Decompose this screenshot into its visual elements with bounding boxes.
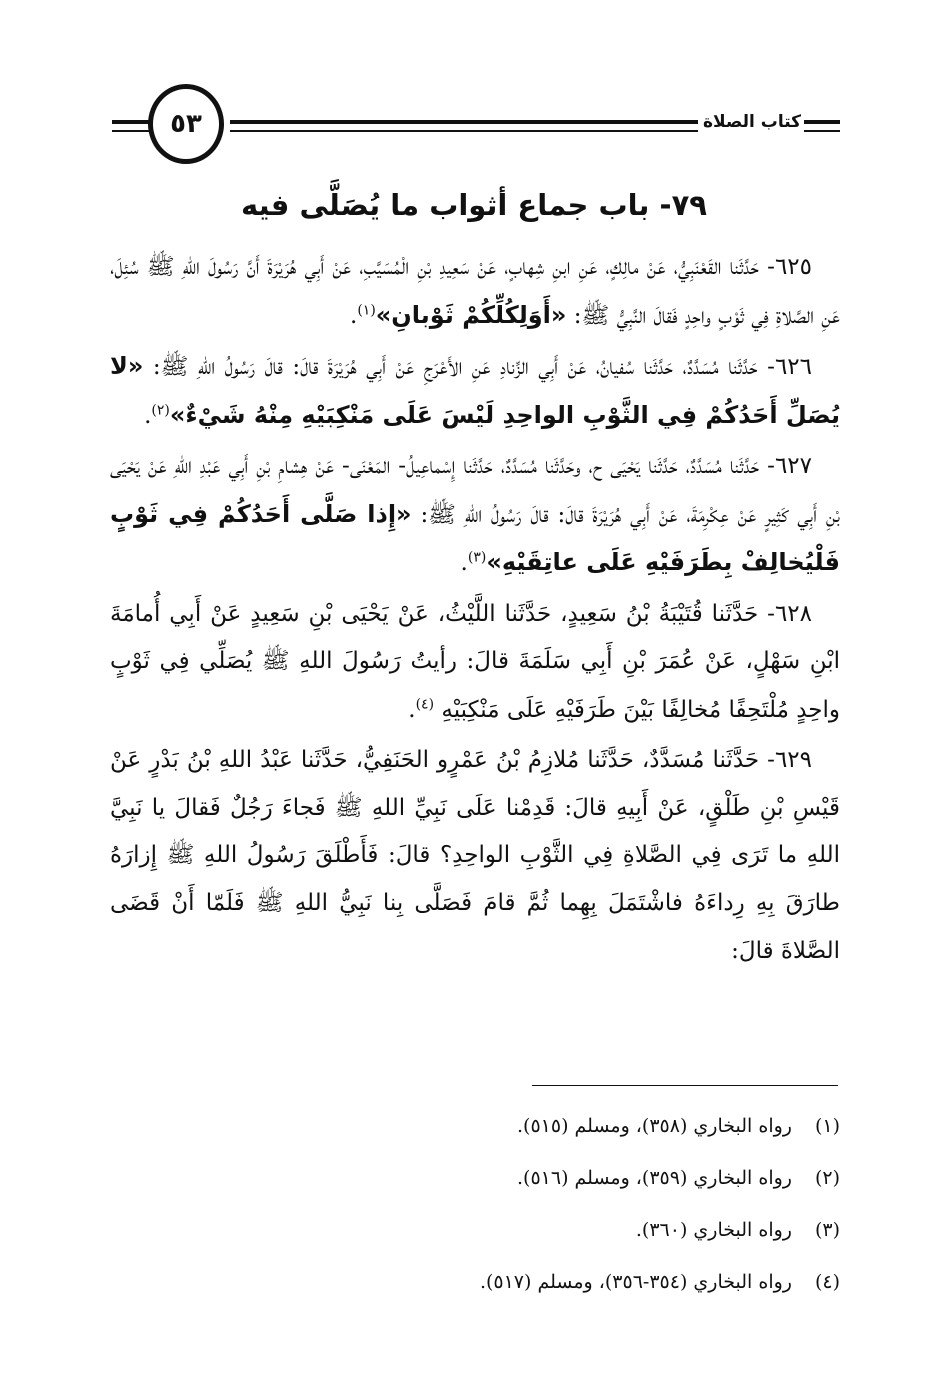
header-rule bbox=[112, 120, 150, 124]
hadith-chain: حَدَّثَنا القَعْنَبِيُّ، عَنْ مالِكٍ، عَنِ ابنِ شِهابٍ، عَنْ سَعِيدِ بْنِ الْمُسَيَّبِ، عَنْ أَبِي هُرَيْرَةَ أَنَّ رَسُولَ اللهِ ﷺ سُئِلَ، عَنِ الصَّلاةِ فِي ثَوْبٍ واحِدٍ فَقالَ النَّبِيُّ ﷺ: bbox=[110, 254, 840, 329]
hadith-chain: حَدَّثَنا مُسَدَّدٌ، حَدَّثَنا يَحْيَى ح، وحَدَّثَنا مُسَدَّدٌ، حَدَّثَنا إِسْماعِيلُ- المَعْنَى- عَنْ هِشامِ بْنِ أَبِي عَبْدِ اللهِ عَنْ يَحْيَى بْنِ أَبِي كَثِيرٍ عَنْ عِكْرِمَةَ، عَنْ أَبِي هُرَيْرَةَ قالَ: قالَ رَسُولُ اللهِ ﷺ: bbox=[110, 453, 840, 528]
hadith-paragraph bbox=[110, 443, 840, 588]
running-title: كتاب الصلاة bbox=[702, 112, 802, 132]
hadith-chain: حَدَّثَنا مُسَدَّدٌ، حَدَّثَنا سُفيانُ، عَنْ أَبِي الزِّنادِ عَنِ الأَعْرَجِ عَنْ أَبِي هُرَيْرَةَ قالَ: قالَ رَسُولُ اللهِ ﷺ: bbox=[152, 354, 758, 380]
hadith-number: ٦٢٧- bbox=[767, 453, 812, 479]
footnote bbox=[110, 1204, 840, 1256]
hadith-end: . bbox=[350, 302, 358, 329]
footnote bbox=[110, 1100, 840, 1152]
hadith-chain: حَدَّثَنا مُسَدَّدٌ، حَدَّثَنا مُلازِمُ بْنُ عَمْرٍو الحَنَفِيُّ، حَدَّثَنا عَبْدُ اللهِ بْنُ بَدْرٍ عَنْ قَيْسِ بْنِ طَلْقٍ، عَنْ أَبِيهِ قالَ: قَدِمْنا عَلَى نَبِيِّ اللهِ ﷺ فَجاءَ رَجُلٌ فَقالَ يا نَبِيَّ اللهِ ما تَرَى فِي الصَّلاةِ فِي الثَّوْبِ الواحِدِ؟ قالَ: فَأَطْلَقَ رَسُولُ اللهِ ﷺ إِزارَهُ طارَقَ بِهِ رِداءَهُ فاشْتَمَلَ بِهِما ثُمَّ قامَ فَصَلَّى بِنا نَبِيُّ اللهِ ﷺ فَلَمّا أَنْ قَضَى الصَّلاةَ قالَ: bbox=[110, 747, 840, 964]
hadith-number: ٦٢٨- bbox=[767, 600, 813, 627]
hadith-number: ٦٢٦- bbox=[767, 354, 813, 380]
chapter-heading: ٧٩- باب جماع أثواب ما يُصَلَّى فيه bbox=[241, 188, 707, 222]
hadith-end: . bbox=[144, 402, 152, 429]
footnote bbox=[110, 1152, 840, 1204]
page-number-badge bbox=[148, 84, 224, 164]
footnote-number: (٤) bbox=[814, 1271, 840, 1293]
hadith-number: ٦٢٩- bbox=[767, 747, 812, 773]
hadith-quote: «أَوَلِكُلِّكُمْ ثَوْبانِ» bbox=[375, 300, 567, 329]
hadith-chain: حَدَّثَنا قُتَيْبَةُ بْنُ سَعِيدٍ، حَدَّثَنا اللَّيْثُ، عَنْ يَحْيَى بْنِ سَعِيدٍ عَنْ أَبِي أُمامَةَ ابْنِ سَهْلٍ، عَنْ عُمَرَ بْنِ أَبِي سَلَمَةَ قالَ: رأيتُ رَسُولَ اللهِ ﷺ يُصَلِّي فِي ثَوْبٍ واحِدٍ مُلْتَحِفًا مُخالِفًا بَيْنَ طَرَفَيْهِ عَلَى مَنْكِبَيْهِ bbox=[110, 600, 840, 723]
hadith-paragraph bbox=[110, 343, 840, 440]
header-rule bbox=[230, 120, 698, 124]
hadith-number: ٦٢٥- bbox=[767, 254, 812, 280]
footnote bbox=[110, 1256, 840, 1308]
hadith-quote: «إِذا صَلَّى أَحَدُكُمْ فِي ثَوْبٍ فَلْيُخالِفْ بِطَرَفَيْهِ عَلَى عاتِقَيْهِ» bbox=[110, 499, 840, 576]
footnote-number: (٢) bbox=[814, 1167, 840, 1189]
footnote-ref: (٢) bbox=[151, 401, 170, 418]
header-rule bbox=[804, 130, 840, 132]
hadith-paragraph bbox=[110, 591, 840, 735]
header-rule bbox=[230, 130, 698, 132]
footnote-number: (١) bbox=[814, 1115, 840, 1137]
hadith-body bbox=[110, 244, 840, 979]
footnote-number: (٣) bbox=[814, 1219, 840, 1241]
running-header bbox=[112, 82, 840, 172]
hadith-end: . bbox=[408, 696, 416, 723]
page-number: ٥٣ bbox=[170, 109, 202, 139]
hadith-quote: «لا يُصَلِّ أَحَدُكُمْ فِي الثَّوْبِ الواحِدِ لَيْسَ عَلَى مَنْكِبَيْهِ مِنْهُ شَيْءٌ» bbox=[110, 352, 840, 429]
hadith-paragraph bbox=[110, 244, 840, 340]
footnote-text: رواه البخاري (٣٦٠). bbox=[635, 1219, 792, 1241]
header-rule bbox=[112, 130, 150, 132]
footnote-ref: (١) bbox=[357, 301, 376, 318]
footnote-text: رواه البخاري (٣٥٤-٣٥٦)، ومسلم (٥١٧). bbox=[479, 1271, 792, 1293]
hadith-paragraph bbox=[110, 737, 840, 976]
footnote-separator bbox=[532, 1085, 838, 1086]
footnote-ref: (٣) bbox=[467, 549, 487, 566]
footnote-text: رواه البخاري (٣٥٨)، ومسلم (٥١٥). bbox=[516, 1115, 792, 1137]
hadith-end: . bbox=[460, 550, 468, 576]
footnote-text: رواه البخاري (٣٥٩)، ومسلم (٥١٦). bbox=[516, 1167, 792, 1189]
footnote-ref: (٤) bbox=[415, 695, 435, 712]
header-rule bbox=[804, 120, 840, 124]
footnotes bbox=[110, 1100, 840, 1308]
